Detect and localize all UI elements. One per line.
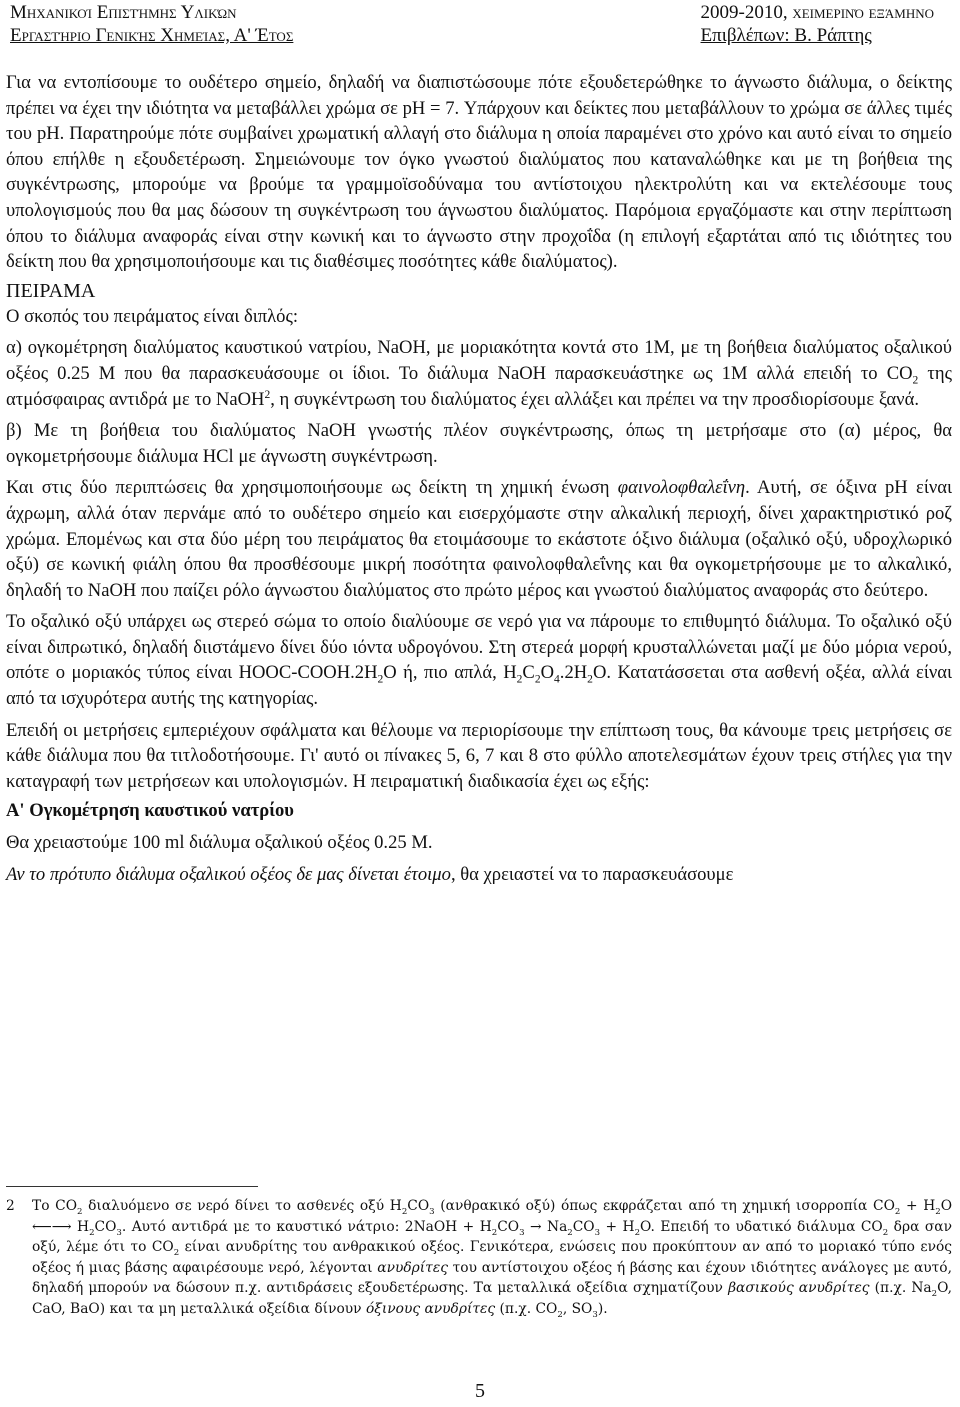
paragraph-standard-solution: Αν το πρότυπο διάλυμα οξαλικού οξέος δε μας δίνεται έτοιμο, θα χρειαστεί να το παρασκευάσουμε — [6, 863, 734, 885]
supervisor: Επιβλέπων: Β. Ράπτης — [700, 25, 872, 46]
course-title: Μηχανικοί Επιστήμης Υλικών — [10, 2, 237, 23]
header-left — [10, 1, 293, 47]
paragraph-oxalic-acid: Το οξαλικό οξύ υπάρχει ως στερεό σώμα το οποίο διαλύουμε σε νερό για να πάρουμε το επιθυμητό διάλυμα. Το οξαλικό οξύ είναι διπρωτικό, δηλαδή διιστάμενο δίνει δύο ιόντα υδρογόνου. Στη στερεά μορφή κρυσταλλώνεται μαζί με δύο μόρια νερού, οπότε ο μοριακός τύπος είναι HOOC-$COOH.2H_2O$ ή, πιο απλά, $H_2C_2O_4.2H_2O$. Κατατάσσεται στα ασθενή οξέα, αλλά είναι από τα ισχυρότερα αυτής της κατηγορίας. — [6, 611, 952, 710]
purpose-line: Ο σκοπός του πειράματος είναι διπλός: — [6, 305, 298, 327]
header-right — [701, 1, 934, 47]
subsection-heading: Α' Ογκομέτρηση καυστικού νατρίου — [6, 800, 294, 822]
paragraph-part-b: β) Με τη βοήθεια του διαλύματος NaOH γνωστής πλέον συγκέντρωσης, όπως τη μετρήσαμε στο (α) μέρος, θα ογκομετρήσουμε διάλυμα HCl με άγνωστη συγκέντρωση. — [6, 420, 952, 467]
paragraph-endpoint: Για να εντοπίσουμε το ουδέτερο σημείο, δηλαδή να διαπιστώσουμε πότε εξουδετερώθηκε το άγνωστο διάλυμα, ο δείκτης πρέπει να έχει την ιδιότητα να μεταβάλλει χρώμα σε pH = 7. Υπάρχουν και δείκτες που μεταβάλλουν το χρώμα σε άλλες τιμές του pH. Παρατηρούμε πότε συμβαίνει χρωματική αλλαγή στο διάλυμα η οποία παραμένει στο χρόνο και αυτό είναι το σημείο όπου επήλθε η εξουδετέρωση. Σημειώνουμε τον όγκο γνωστού διαλύματος που καταναλώθηκε και με τη βοήθεια της συγκέντρωσης, μπορούμε να βρούμε τα γραμμοϊσοδύναμα του αντίστοιχου ηλεκτρολύτη και να εκτελέσουμε τους υπολογισμούς που θα μας δώσουν τη συγκέντρωση του άγνωστου διαλύματος. Παρόμοια εργαζόμαστε και στην περίπτωση όπου το διάλυμα αναφοράς είναι στην κωνική και το άγνωστο στην προχοΐδα (η επιλογή εξαρτάται από τις ιδιότητες του δείκτη που θα χρησιμοποιήσουμε και τις διαθέσιμες ποσότητες κάθε διαλύματος). — [6, 72, 952, 273]
main-text — [6, 70, 952, 887]
lab-title: Εργαστήριο Γενικής Χημείας, Α' Έτος — [10, 25, 294, 46]
footnote-number: 2 — [6, 1198, 15, 1214]
paragraph-errors: Επειδή οι μετρήσεις εμπεριέχουν σφάλματα και θέλουμε να περιορίσουμε την επίπτωση τους, θα κάνουμε τρεις μετρήσεις σε κάθε διάλυμα που θα τιτλοδοτήσουμε. Γι' αυτό οι πίνακες 5, 6, 7 και 8 στο φύλλο αποτελεσμάτων έχουν τρεις στήλες για την καταγραφή των μετρήσεων και υπολογισμών. Η πειραματική διαδικασία έχει ως εξής: — [6, 719, 952, 792]
page-number: 5 — [475, 1380, 485, 1402]
paragraph-part-a: α) ογκομέτρηση διαλύματος καυστικού νατρίου, NaOH, με μοριακότητα κοντά στο 1M, με τη βοήθεια διαλύματος οξαλικού οξέος 0.25 M που θα παρασκευάσουμε οι ίδιοι. Το διάλυμα NaOH παρασκευάστηκε ως 1M αλλά επειδή το $CO_2$ της ατμόσφαιρας αντιδρά με το NaOH$^2$, η συγκέντρωση του διαλύματος έχει αλλάξει και πρέπει να την προσδιορίσουμε ξανά. — [6, 337, 952, 410]
footnote-ref: 2 — [264, 388, 271, 401]
semester: 2009-2010, χειμερινό εξάμηνο — [700, 2, 934, 23]
page-header — [6, 0, 954, 48]
footnote-text: Το $CO_2$ διαλυόμενο σε νερό δίνει το ασθενές οξύ $H_2CO_3$ (ανθρακικό οξύ) όπως εκφράζεται από τη χημική ισορροπία $CO_2 + H_2O$ ⟵⟶ $H_2CO_3$. Αυτό αντιδρά με το καυστικό νάτριο: 2NaOH + $H_2CO_3 \to Na_2CO_3 + H_2O$. Επειδή το υδατικό διάλυμα $CO_2$ δρα σαν οξύ, λέμε ότι το $CO_2$ είναι ανυδρίτης του ανθρακικού οξέος. Γενικότερα, ενώσεις που προκύπτουν αν από το μοριακό τύπο ενός οξέος ή μιας βάσης αφαιρέσουμε νερό, λέγονται ανυδρίτες του αντίστοιχου οξέος ή βάσης και έχουν ιδιότητες ανάλογες με αυτό, δηλαδή μπορούν να δώσουν π.χ. αντιδράσεις εξουδετέρωσης. Τα μεταλλικά οξείδια σχηματίζουν βασικούς ανυδρίτες (π.χ. $Na_2O$, CaO, BaO) και τα μη μεταλλικά οξείδια δίνουν όξινους ανυδρίτες (π.χ. $CO_2$, $SO_3$). — [32, 1198, 952, 1320]
section-heading: ΠΕΙΡΑΜΑ — [6, 279, 96, 302]
paragraph-indicator: Και στις δύο περιπτώσεις θα χρησιμοποιήσουμε ως δείκτη τη χημική ένωση φαινολοφθαλεΐνη. Αυτή, σε όξινα pH είναι άχρωμη, αλλά όταν περνάμε από το ουδέτερο σημείο και εισερχόμαστε στην αλκαλική περιοχή, δίνει χαρακτηριστικό ροζ χρώμα. Επομένως και στα δύο μέρη του πειράματος θα ετοιμάσουμε το εκάστοτε όξινο διάλυμα (οξαλικό οξύ, υδροχλωρικό οξύ) σε κωνική φιάλη όπου θα προσθέσουμε μικρή ποσότητα φαινολοφθαλεΐνης και θα ογκομετρήσουμε με το αλκαλικό, δηλαδή το NaOH που παίζει ρόλο άγνωστου διαλύματος στο πρώτο μέρος και γνωστού διαλύματος αναφοράς στο δεύτερο. — [6, 477, 952, 601]
paragraph-need: Θα χρειαστούμε 100 ml διάλυμα οξαλικού οξέος 0.25 M. — [6, 832, 433, 854]
footnote-divider — [6, 1186, 258, 1187]
footnote — [6, 1196, 952, 1319]
